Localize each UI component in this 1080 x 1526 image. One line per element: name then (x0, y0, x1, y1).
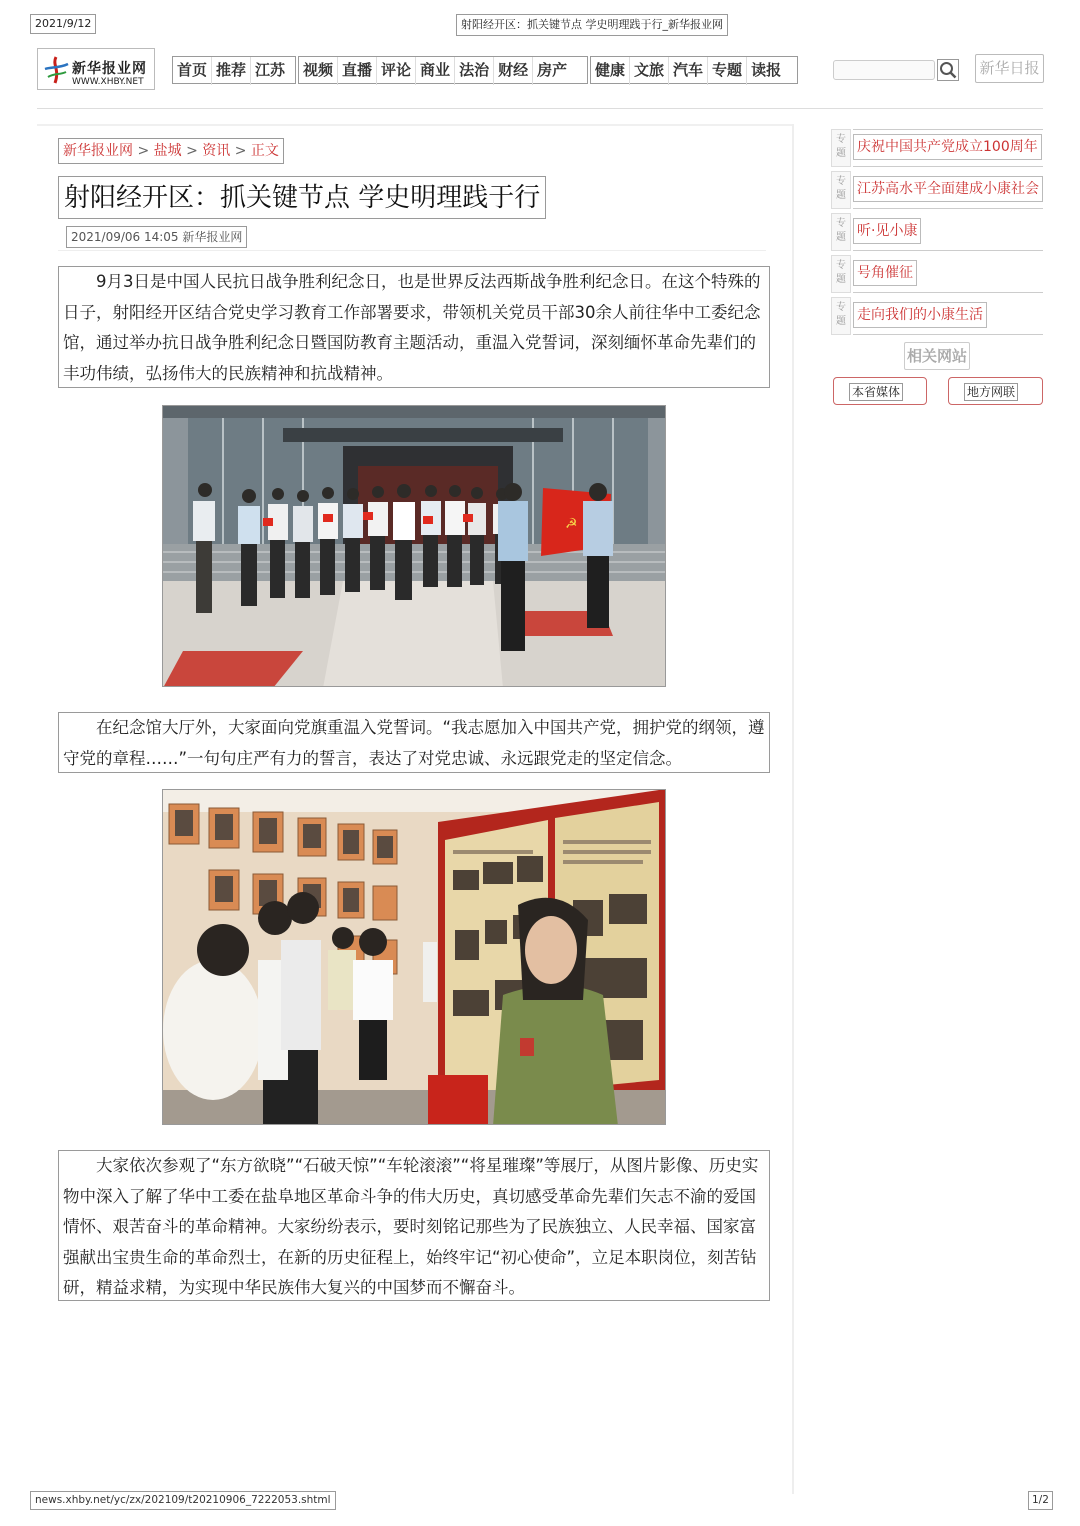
print-page-number: 1/2 (1028, 1491, 1053, 1510)
nav-topics[interactable]: 专题 (708, 57, 747, 85)
nav-group-primary (172, 56, 296, 84)
row-line (853, 208, 1043, 209)
nav-video[interactable]: 视频 (299, 57, 338, 85)
nav-home[interactable]: 首页 (173, 57, 212, 85)
search-icon[interactable] (937, 59, 959, 81)
nav-comment[interactable]: 评论 (377, 57, 416, 85)
topic-link-party-100[interactable]: 庆祝中国共产党成立100周年 (853, 134, 1042, 160)
breadcrumb (58, 138, 284, 164)
breadcrumb-section[interactable]: 资讯 (202, 143, 231, 159)
xinhua-daily-link[interactable]: 新华日报 (975, 54, 1044, 83)
print-page-title: 射阳经开区：抓关键节点 学史明理践于行_新华报业网 (456, 14, 728, 36)
photo-exhibition-hall (162, 789, 666, 1125)
svg-text:☭: ☭ (565, 516, 578, 532)
nav-read-paper[interactable]: 读报 (751, 61, 782, 79)
topic-tag: 专题 (831, 297, 851, 335)
topic-tag: 专题 (831, 129, 851, 167)
local-network-label: 地方网联 (964, 383, 1018, 401)
main-top-border (37, 124, 792, 126)
topic-tag: 专题 (831, 171, 851, 209)
xinhua-logo-icon (42, 55, 70, 85)
logo-url: WWW.XHBY.NET (72, 77, 144, 87)
nav-health[interactable]: 健康 (591, 57, 630, 85)
nav-law[interactable]: 法治 (455, 57, 494, 85)
logo-text: 新华报业网 (72, 61, 147, 77)
local-network-button[interactable] (948, 377, 1043, 405)
nav-business[interactable]: 商业 (416, 57, 455, 85)
topic-link-xiaokang-society[interactable]: 江苏高水平全面建成小康社会 (853, 176, 1043, 202)
nav-finance[interactable]: 财经 (494, 57, 533, 85)
article-paragraph-2: 在纪念馆大厅外，大家面向党旗重温入党誓词。“我志愿加入中国共产党，拥护党的纲领，遵守党的章程……”一句句庄严有力的誓言，表达了对党忠诚、永远跟党走的坚定信念。 (58, 712, 770, 773)
topic-tag: 专题 (831, 213, 851, 251)
breadcrumb-current: 正文 (250, 143, 279, 159)
meta-divider (58, 250, 766, 251)
nav-auto[interactable]: 汽车 (669, 57, 708, 85)
row-line (853, 129, 1043, 130)
nav-recommend[interactable]: 推荐 (212, 57, 251, 85)
oath-photo-illustration (163, 406, 666, 687)
site-logo[interactable] (37, 48, 155, 90)
article-paragraph-3: 大家依次参观了“东方欲晓”“石破天惊”“车轮滚滚”“将星璀璨”等展厅，从图片影像、历史实物中深入了解了华中工委在盐阜地区革命斗争的伟大历史，真切感受革命先辈们矢志不渝的爱国情怀、艰苦奋斗的革命精神。大家纷纷表示，要时刻铭记那些为了民族独立、人民幸福、国家富强献出宝贵生命的革命烈士，在新的历史征程上，始终牢记“初心使命”，立足本职岗位，刻苦钻研，精益求精，为实现中华民族伟大复兴的中国梦而不懈奋斗。 (58, 1150, 770, 1301)
exhibition-photo-illustration (163, 790, 666, 1125)
nav-group-secondary (298, 56, 588, 84)
breadcrumb-sep: > (234, 143, 247, 159)
breadcrumb-sep: > (137, 143, 150, 159)
breadcrumb-city[interactable]: 盐城 (153, 143, 182, 159)
article-paragraph-1: 9月3日是中国人民抗日战争胜利纪念日，也是世界反法西斯战争胜利纪念日。在这个特殊的日子，射阳经开区结合党史学习教育工作部署要求，带领机关党员干部30余人前往华中工委纪念馆，通过举办抗日战争胜利纪念日暨国防教育主题活动，重温入党誓词，深刻缅怀革命先辈们的丰功伟绩，弘扬伟大的民族精神和抗战精神。 (58, 266, 770, 388)
nav-jiangsu[interactable]: 江苏 (255, 61, 286, 79)
breadcrumb-site[interactable]: 新华报业网 (63, 143, 133, 159)
article-title: 射阳经开区：抓关键节点 学史明理践于行 (58, 176, 546, 219)
topic-link-bugle-call[interactable]: 号角催征 (853, 260, 917, 286)
provincial-media-button[interactable] (833, 377, 927, 405)
row-line (853, 334, 1043, 335)
topic-link-our-xiaokang-life[interactable]: 走向我们的小康生活 (853, 302, 987, 328)
breadcrumb-sep: > (186, 143, 198, 159)
provincial-media-label: 本省媒体 (849, 383, 903, 401)
photo-oath-ceremony (162, 405, 666, 687)
topic-link-hear-see-xiaokang[interactable]: 听·见小康 (853, 218, 921, 244)
header-divider (37, 108, 1043, 109)
row-line (853, 166, 1043, 167)
nav-culture-travel[interactable]: 文旅 (630, 57, 669, 85)
related-sites-heading: 相关网站 (904, 342, 970, 370)
nav-realestate[interactable]: 房产 (537, 61, 568, 79)
nav-group-tertiary (590, 56, 798, 84)
row-line (853, 250, 1043, 251)
row-line (853, 292, 1043, 293)
article-meta: 2021/09/06 14:05 新华报业网 (66, 226, 247, 248)
print-footer-url: news.xhby.net/yc/zx/202109/t20210906_7222053.shtml (30, 1491, 336, 1510)
topic-tag: 专题 (831, 255, 851, 293)
nav-live[interactable]: 直播 (338, 57, 377, 85)
print-date: 2021/9/12 (30, 14, 96, 34)
column-divider (792, 124, 794, 1494)
search-input[interactable] (833, 60, 935, 80)
